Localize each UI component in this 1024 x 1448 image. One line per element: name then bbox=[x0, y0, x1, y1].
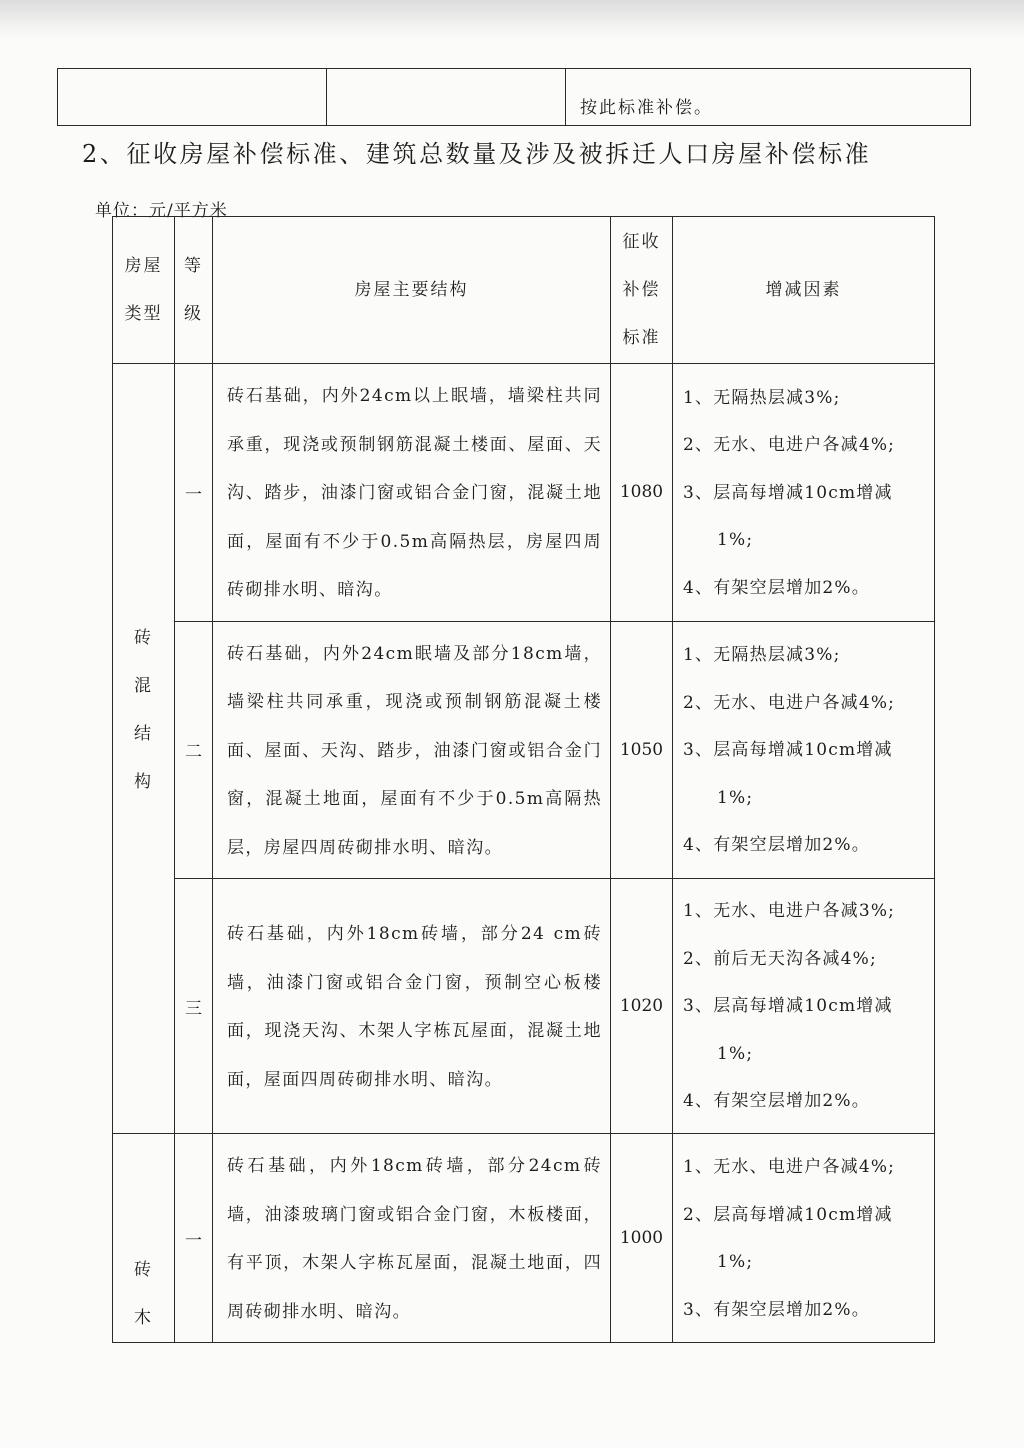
price-cell: 1080 bbox=[611, 364, 673, 622]
grade-cell: 一 bbox=[175, 1134, 213, 1343]
house-type-brick-concrete: 砖 混 结 构 bbox=[113, 364, 175, 1134]
table-row bbox=[113, 364, 935, 622]
empty-cell bbox=[327, 69, 566, 126]
table-row bbox=[113, 621, 935, 879]
header-house-type: 房屋 类型 bbox=[113, 217, 175, 364]
structure-cell: 砖石基础，内外18cm砖墙，部分24 cm砖墙，油漆门窗或铝合金门窗，预制空心板楼面，现浇天沟、木架人字栋瓦屋面，混凝土地面，屋面四周砖砌排水明、暗沟。 bbox=[213, 879, 611, 1134]
header-grade: 等 级 bbox=[175, 217, 213, 364]
section-title: 2、征收房屋补偿标准、建筑总数量及涉及被拆迁人口房屋补偿标准 bbox=[82, 140, 872, 168]
price-cell: 1050 bbox=[611, 621, 673, 879]
scan-shadow bbox=[0, 0, 1024, 40]
unit-label: 单位：元/平方米 bbox=[95, 201, 228, 221]
header-standard: 征收 补偿 标准 bbox=[611, 217, 673, 364]
factors-cell: 1、无水、电进户各减4%; 2、层高每增减10cm增减 1%; 3、有架空层增加2%。 bbox=[673, 1134, 935, 1343]
grade-cell: 三 bbox=[175, 879, 213, 1134]
grade-cell: 二 bbox=[175, 621, 213, 879]
grade-cell: 一 bbox=[175, 364, 213, 622]
table-row bbox=[113, 1134, 935, 1343]
structure-cell: 砖石基础，内外24cm眠墙及部分18cm墙，墙梁柱共同承重，现浇或预制钢筋混凝土楼面、屋面、天沟、踏步，油漆门窗或铝合金门窗，混凝土地面，屋面有不少于0.5m高隔热层，房屋四周砖砌排水明、暗沟。 bbox=[213, 621, 611, 879]
factors-cell: 1、无隔热层减3%; 2、无水、电进户各减4%; 3、层高每增减10cm增减 1%; 4、有架空层增加2%。 bbox=[673, 364, 935, 622]
structure-cell: 砖石基础，内外18cm砖墙，部分24cm砖墙，油漆玻璃门窗或铝合金门窗，木板楼面，有平顶，木架人字栋瓦屋面，混凝土地面，四周砖砌排水明、暗沟。 bbox=[213, 1134, 611, 1343]
header-factors: 增减因素 bbox=[673, 217, 935, 364]
house-type-brick-wood: 砖 木 bbox=[113, 1134, 175, 1343]
compensation-standard-table bbox=[112, 216, 935, 1343]
compensation-note: 按此标准补偿。 bbox=[566, 69, 971, 126]
price-cell: 1020 bbox=[611, 879, 673, 1134]
factors-cell: 1、无水、电进户各减3%; 2、前后无天沟各减4%; 3、层高每增减10cm增减 1%; 4、有架空层增加2%。 bbox=[673, 879, 935, 1134]
table-row bbox=[113, 879, 935, 1134]
table-header-row bbox=[113, 217, 935, 364]
factors-cell: 1、无隔热层减3%; 2、无水、电进户各减4%; 3、层高每增减10cm增减 1%; 4、有架空层增加2%。 bbox=[673, 621, 935, 879]
price-cell: 1000 bbox=[611, 1134, 673, 1343]
previous-table-tail bbox=[57, 68, 971, 126]
header-structure: 房屋主要结构 bbox=[213, 217, 611, 364]
empty-cell bbox=[58, 69, 327, 126]
structure-cell: 砖石基础，内外24cm以上眠墙，墙梁柱共同承重，现浇或预制钢筋混凝土楼面、屋面、天沟、踏步，油漆门窗或铝合金门窗，混凝土地面，屋面有不少于0.5m高隔热层，房屋四周砖砌排水明、暗沟。 bbox=[213, 364, 611, 622]
